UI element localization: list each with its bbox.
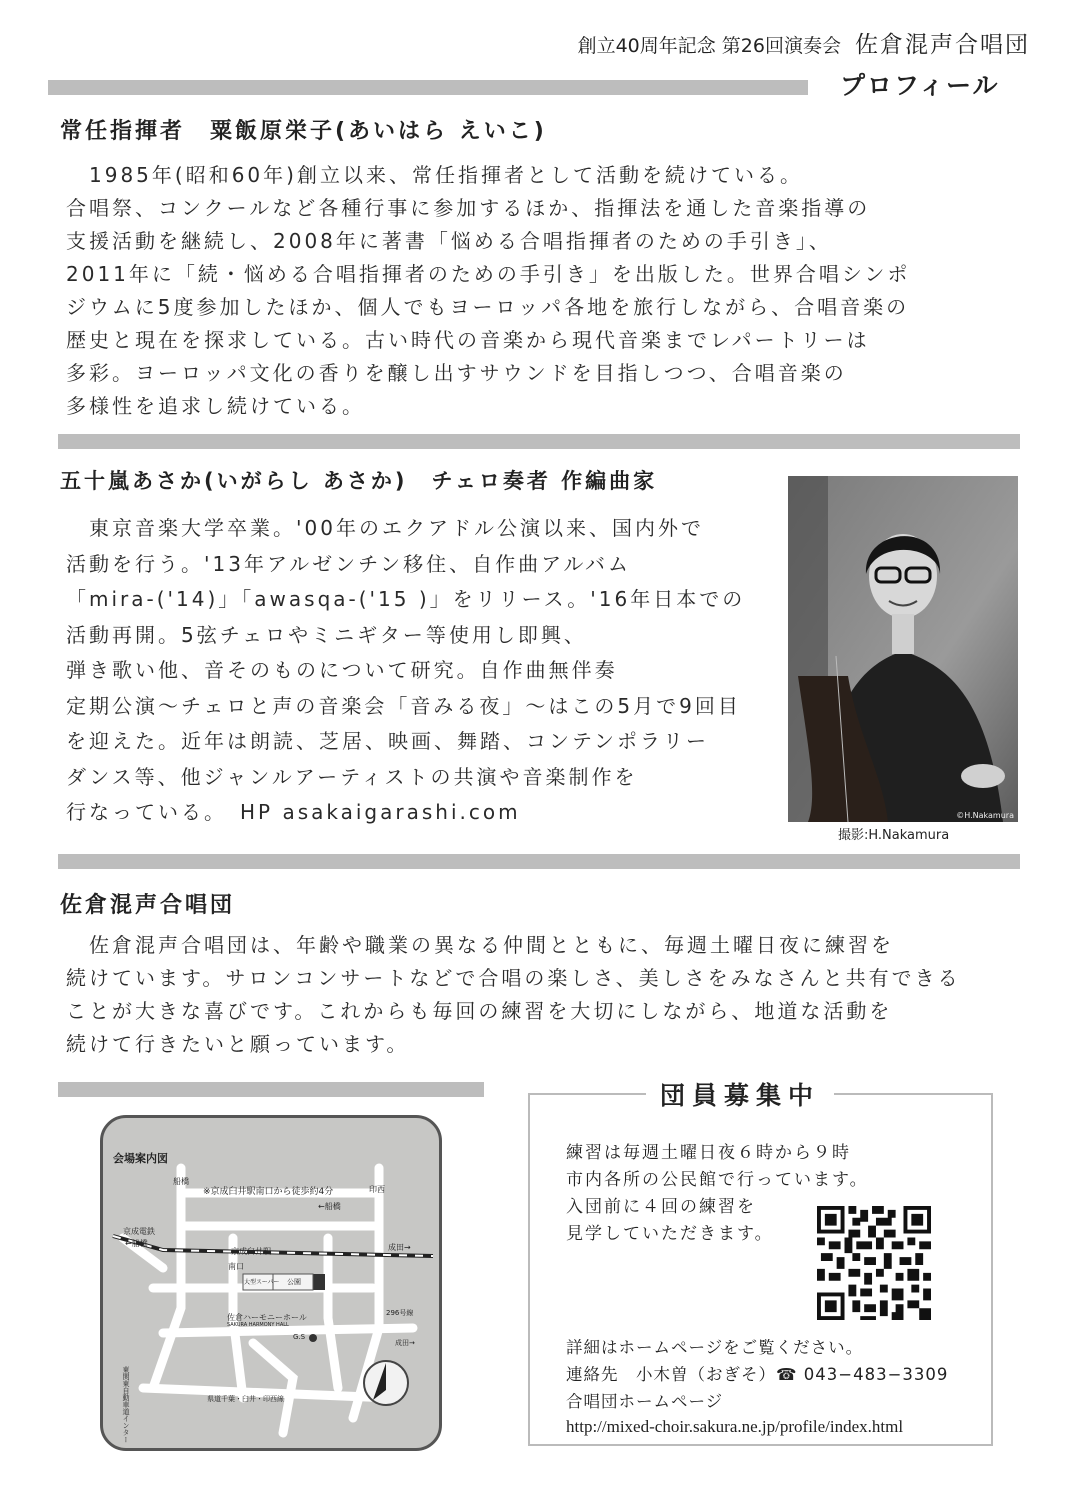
map-label: ←船橋 xyxy=(125,1239,148,1248)
divider xyxy=(58,854,1020,869)
org-name: 佐倉混声合唱団 xyxy=(855,32,1030,58)
recruit-contact: 連絡先 小木曽（おぎそ）☎ 043−483−3309 xyxy=(566,1365,949,1384)
conductor-heading: 常任指揮者 粟飯原栄子(あいはら えいこ) xyxy=(60,119,547,144)
map-label: 印西 xyxy=(369,1185,385,1194)
map-label: 成田→ xyxy=(388,1243,411,1252)
conductor-bio-line: 多彩。ヨーロッパ文化の香りを醸し出すサウンドを目指しつつ、合唱音楽の xyxy=(66,361,847,385)
recruit-details: 詳細はホームページをご覧ください。 xyxy=(566,1338,864,1357)
conductor-bio-line: 支援活動を継続し、2008年に著書「悩める合唱指揮者のための手引き」、 xyxy=(66,229,832,253)
map-note: ※京成臼井駅南口から徒歩約4分 xyxy=(203,1187,334,1197)
map-label: 南口 xyxy=(228,1262,244,1271)
cellist-bio-line: を迎えた。近年は朗読、芝居、映画、舞踏、コンテンポラリー xyxy=(66,729,709,753)
choir-heading: 佐倉混声合唱団 xyxy=(60,893,236,918)
map-label: 公園 xyxy=(287,1278,301,1286)
choir-intro xyxy=(66,929,1026,1061)
cellist-bio-line: 「mira-('14)」「awasqa-('15 )」をリリース。'16年日本での xyxy=(66,587,746,611)
map-label: 県道千葉・臼井・印西線 xyxy=(207,1395,284,1403)
page-header xyxy=(578,26,1030,59)
photo-credit: 撮影:H.Nakamura xyxy=(838,828,950,843)
map-label: 大型スーパー xyxy=(244,1279,280,1286)
divider xyxy=(58,1082,484,1097)
recruit-line: 入団前に４回の練習を xyxy=(566,1197,756,1217)
conductor-bio-line: ジウムに5度参加したほか、個人でもヨーロッパ各地を旅行しながら、合唱音楽の xyxy=(66,295,910,319)
cellist-bio xyxy=(66,511,766,831)
choir-intro-line: 続けています。サロンコンサートなどで合唱の楽しさ、美しさをみなさんと共有できる xyxy=(66,966,961,990)
map-label: SAKURA HARMONY HALL xyxy=(227,1322,289,1328)
divider xyxy=(48,80,808,95)
map-title: 会場案内図 xyxy=(113,1152,168,1165)
cellist-bio-line: 活動再開。5弦チェロやミニギター等使用し即興、 xyxy=(66,622,587,647)
cellist-bio-line: 東京音楽大学卒業。'00年のエクアドル公演以来、国内外で xyxy=(66,516,704,540)
cellist-bio-line: 弾き歌い他、音そのものについて研究。自作曲無伴奏 xyxy=(66,658,618,682)
recruit-line: 練習は毎週土曜日夜６時から９時 xyxy=(566,1143,851,1163)
map-label: 京成電鉄 xyxy=(123,1227,155,1236)
map-label: 296号線 xyxy=(386,1309,414,1317)
conductor-bio-line: 多様性を追求し続けている。 xyxy=(66,394,365,418)
choir-intro-line: 佐倉混声合唱団は、年齢や職業の異なる仲間とともに、毎週土曜日夜に練習を xyxy=(66,933,894,957)
choir-intro-line: 続けて行きたいと願っています。 xyxy=(66,1032,410,1056)
map-label: G.S xyxy=(293,1333,306,1341)
conductor-bio-line: 1985年(昭和60年)創立以来、常任指揮者として活動を続けている。 xyxy=(66,163,803,187)
cellist-bio-line: 定期公演〜チェロと声の音楽会「音みる夜」〜はこの5月で9回目 xyxy=(66,693,741,718)
conductor-bio-line: 歴史と現在を探求している。古い時代の音楽から現代音楽までレパートリーは xyxy=(66,328,870,352)
cellist-photo xyxy=(788,476,1018,822)
conductor-bio-line: 合唱祭、コンクールなど各種行事に参加するほか、指揮法を通した音楽指導の xyxy=(66,196,871,220)
cellist-heading: 五十嵐あさか(いがらし あさか) チェロ奏者 作編曲家 xyxy=(60,469,658,493)
cellist-portrait-image xyxy=(788,476,1018,822)
cellist-bio-line: 活動を行う。'13年アルゼンチン移住、自作曲アルバム xyxy=(66,551,631,576)
map-label: 東関東自動車道インター xyxy=(122,1366,130,1443)
recruit-line: 見学していただきます。 xyxy=(566,1224,774,1244)
map-label: 成田→ xyxy=(395,1339,415,1347)
qr-code-icon[interactable] xyxy=(817,1206,931,1320)
recruit-homepage-label: 合唱団ホームページ xyxy=(566,1392,724,1411)
choir-intro-line: ことが大きな喜びです。これからも毎回の練習を大切にしながら、地道な活動を xyxy=(66,999,893,1023)
map-label: 佐倉ハーモニーホール xyxy=(227,1313,307,1322)
cellist-bio-line: ダンス等、他ジャンルアーティストの共演や音楽制作を xyxy=(66,764,638,789)
recruit-title: 団員募集中 xyxy=(646,1076,834,1112)
cellist-bio-line: 行なっている。 HP asakaigarashi.com xyxy=(66,800,521,824)
conductor-bio-line: 2011年に「続・悩める合唱指揮者のための手引き」を出版した。世界合唱シンポ xyxy=(66,262,911,286)
recruit-line: 市内各所の公民館で行っています。 xyxy=(566,1170,869,1190)
map-label: ←船橋 xyxy=(318,1202,341,1211)
divider xyxy=(58,434,1020,449)
map-label: 船橋 xyxy=(173,1177,189,1186)
homepage-link[interactable]: http://mixed-choir.sakura.ne.jp/profile/index.html xyxy=(566,1417,904,1436)
venue-map xyxy=(100,1115,442,1451)
photo-watermark: ©H.Nakamura xyxy=(956,811,1014,820)
event-title: 創立40周年記念 第26回演奏会 xyxy=(577,35,841,57)
profile-tag: プロフィール xyxy=(840,71,1000,100)
conductor-bio xyxy=(66,159,1026,423)
map-label: 京成臼井駅 xyxy=(231,1247,271,1256)
